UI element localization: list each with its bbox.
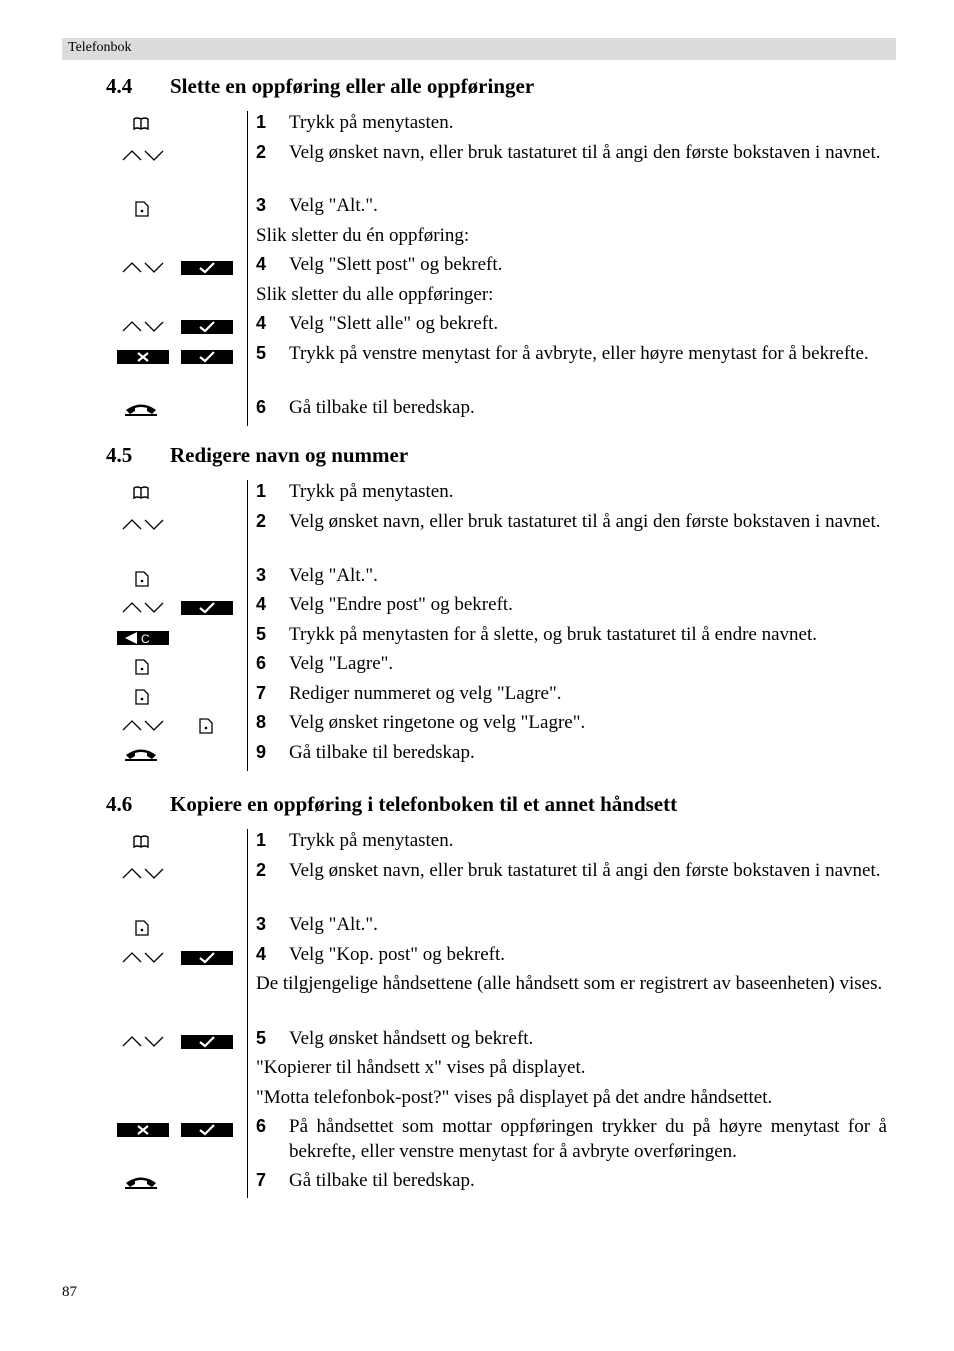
up-down-nav-icon <box>122 518 164 530</box>
ok-check-key-icon <box>181 951 233 965</box>
ok-check-key-icon <box>181 320 233 334</box>
step-divider <box>247 480 248 771</box>
step-text: Velg "Kop. post" og bekreft. <box>289 944 506 965</box>
step-number: 6 <box>256 1116 267 1136</box>
step-number: 5 <box>256 343 267 363</box>
section-title: Slette en oppføring eller alle oppføringer <box>170 74 535 98</box>
end-call-icon <box>124 402 158 416</box>
step-text: På håndsettet som mottar oppføringen trykker du på høyre menytast for å bekrefte, eller venstre menytast for å avbryte overføringen. <box>289 1116 887 1162</box>
options-key-icon <box>199 718 213 734</box>
section-number: 4.4 <box>106 74 133 98</box>
running-header-title: Telefonbok <box>68 40 132 55</box>
end-call-icon <box>124 747 158 761</box>
step-divider <box>247 111 248 426</box>
step-number: 4 <box>256 313 267 333</box>
options-key-icon <box>135 201 149 217</box>
step-text: Gå tilbake til beredskap. <box>289 742 475 763</box>
ok-check-key-icon <box>181 350 233 364</box>
up-down-nav-icon <box>122 867 164 879</box>
step-number: 2 <box>256 511 267 531</box>
note-text: Slik sletter du alle oppføringer: <box>256 284 494 305</box>
running-header <box>62 38 896 60</box>
step-text: Velg ønsket navn, eller bruk tastaturet til å angi den første bokstaven i navnet. <box>289 860 881 881</box>
step-text: Velg "Slett post" og bekreft. <box>289 254 503 275</box>
step-text: Rediger nummeret og velg "Lagre". <box>289 683 562 704</box>
step-text: Velg ønsket ringetone og velg "Lagre". <box>289 712 586 733</box>
section-heading <box>106 792 677 817</box>
up-down-nav-icon <box>122 261 164 273</box>
step-number: 3 <box>256 565 267 585</box>
step-number: 8 <box>256 712 267 732</box>
step-text: Trykk på venstre menytast for å avbryte, eller høyre menytast for å bekrefte. <box>289 343 869 364</box>
step-number: 9 <box>256 742 267 762</box>
step-number: 1 <box>256 481 267 501</box>
step-text: Trykk på menytasten. <box>289 830 454 851</box>
step-text: Velg ønsket håndsett og bekreft. <box>289 1028 534 1049</box>
up-down-nav-icon <box>122 320 164 332</box>
step-number: 6 <box>256 653 267 673</box>
step-number: 2 <box>256 142 267 162</box>
svg-text:C: C <box>141 632 150 645</box>
step-text: Gå tilbake til beredskap. <box>289 1170 475 1191</box>
phonebook-icon <box>133 835 149 848</box>
step-text: Trykk på menytasten for å slette, og bruk tastaturet til å endre navnet. <box>289 624 817 645</box>
phonebook-icon <box>133 117 149 130</box>
section-heading <box>106 443 408 468</box>
ok-check-key-icon <box>181 601 233 615</box>
page-number: 87 <box>62 1284 77 1300</box>
note-text: Slik sletter du én oppføring: <box>256 225 470 246</box>
step-text: Velg ønsket navn, eller bruk tastaturet til å angi den første bokstaven i navnet. <box>289 142 881 163</box>
step-number: 4 <box>256 594 267 614</box>
up-down-nav-icon <box>122 719 164 731</box>
ok-check-key-icon <box>181 261 233 275</box>
phonebook-icon <box>133 486 149 499</box>
step-text: Trykk på menytasten. <box>289 481 454 502</box>
step-number: 5 <box>256 624 267 644</box>
step-number: 1 <box>256 830 267 850</box>
note-text: De tilgjengelige håndsettene (alle håndsett som er registrert av baseenheten) vises. <box>256 973 883 994</box>
section-number: 4.6 <box>106 792 133 816</box>
step-text: Velg "Slett alle" og bekreft. <box>289 313 499 334</box>
up-down-nav-icon <box>122 149 164 161</box>
step-number: 3 <box>256 195 267 215</box>
up-down-nav-icon <box>122 1035 164 1047</box>
options-key-icon <box>135 920 149 936</box>
note-text: "Motta telefonbok-post?" vises på displayet på det andre håndsettet. <box>256 1087 773 1108</box>
section-number: 4.5 <box>106 443 133 467</box>
options-key-icon <box>135 659 149 675</box>
step-number: 6 <box>256 397 267 417</box>
step-text: Velg ønsket navn, eller bruk tastaturet til å angi den første bokstaven i navnet. <box>289 511 881 532</box>
step-number: 2 <box>256 860 267 880</box>
ok-check-key-icon <box>181 1035 233 1049</box>
section-title: Redigere navn og nummer <box>170 443 409 467</box>
end-call-icon <box>124 1175 158 1189</box>
step-text: Velg "Alt.". <box>289 914 378 935</box>
step-number: 7 <box>256 1170 267 1190</box>
section-title: Kopiere en oppføring i telefonboken til et annet håndsett <box>170 792 678 816</box>
step-divider <box>247 829 248 1198</box>
options-key-icon <box>135 571 149 587</box>
step-number: 7 <box>256 683 267 703</box>
note-text: "Kopierer til håndsett x" vises på displayet. <box>256 1057 586 1078</box>
step-number: 4 <box>256 254 267 274</box>
step-number: 3 <box>256 914 267 934</box>
clear-back-key-icon <box>117 631 169 645</box>
step-text: Velg "Endre post" og bekreft. <box>289 594 513 615</box>
step-text: Velg "Alt.". <box>289 195 378 216</box>
step-text: Velg "Alt.". <box>289 565 378 586</box>
ok-check-key-icon <box>181 1123 233 1137</box>
step-number: 4 <box>256 944 267 964</box>
up-down-nav-icon <box>122 951 164 963</box>
cancel-x-key-icon <box>117 350 169 364</box>
step-text: Trykk på menytasten. <box>289 112 454 133</box>
up-down-nav-icon <box>122 601 164 613</box>
step-number: 5 <box>256 1028 267 1048</box>
step-number: 1 <box>256 112 267 132</box>
options-key-icon <box>135 689 149 705</box>
step-text: Gå tilbake til beredskap. <box>289 397 475 418</box>
cancel-x-key-icon <box>117 1123 169 1137</box>
section-heading <box>106 74 534 99</box>
step-text: Velg "Lagre". <box>289 653 394 674</box>
